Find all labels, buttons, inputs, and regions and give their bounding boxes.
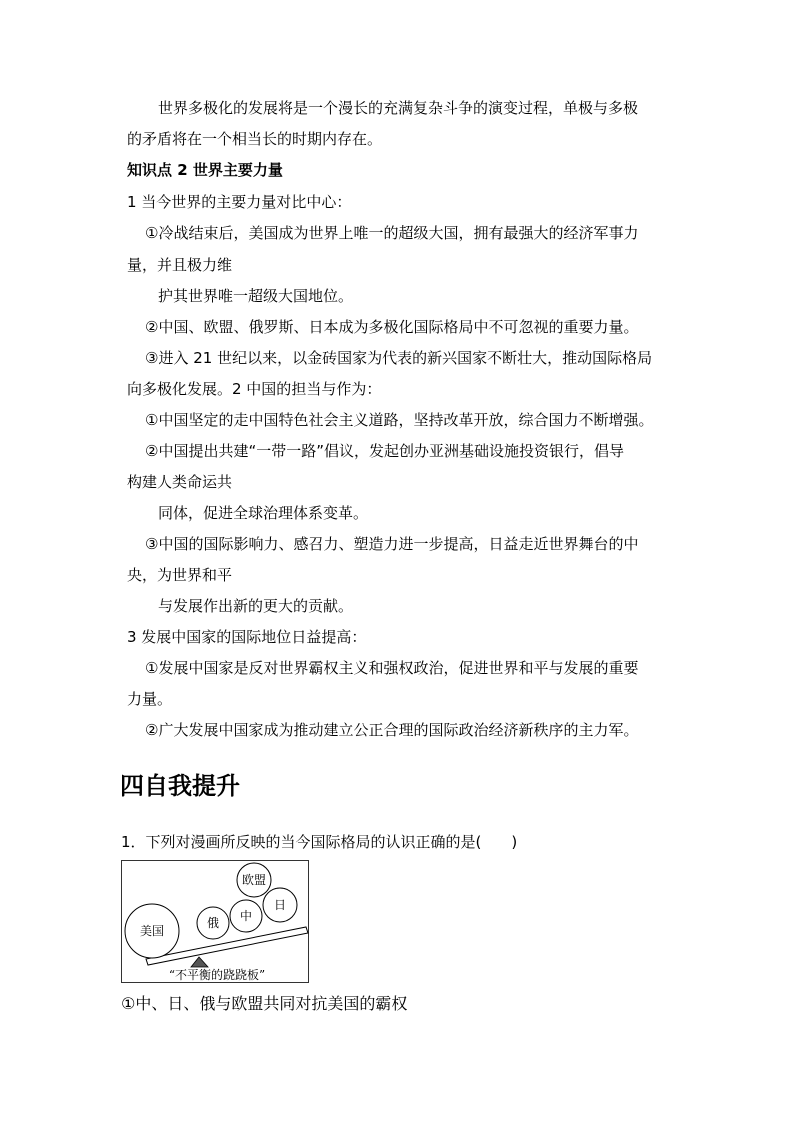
body-line: ①冷战结束后，美国成为世界上唯一的超级大国，拥有最强大的经济军事力 bbox=[145, 224, 639, 242]
body-line: 构建人类命运共 bbox=[127, 473, 233, 491]
body-line: 世界多极化的发展将是一个漫长的充满复杂斗争的演变过程，单极与多极 bbox=[158, 99, 639, 117]
body-line: ③进入 21 世纪以来，以金砖国家为代表的新兴国家不断壮大，推动国际格局 bbox=[145, 349, 653, 367]
body-line: 的矛盾将在一个相当长的时期内存在。 bbox=[127, 130, 383, 148]
body-line: ②广大发展中国家成为推动建立公正合理的国际政治经济新秩序的主力军。 bbox=[145, 721, 639, 739]
eu-label: 欧盟 bbox=[241, 873, 267, 887]
body-line: 1 当今世界的主要力量对比中心： bbox=[127, 193, 352, 211]
section-heading: 四自我提升 bbox=[120, 772, 240, 800]
answer-option-1: ①中、日、俄与欧盟共同对抗美国的霸权 bbox=[121, 994, 408, 1013]
body-line: ①发展中国家是反对世界霸权主义和强权政治，促进世界和平与发展的重要 bbox=[145, 659, 639, 677]
seesaw-cartoon bbox=[121, 860, 309, 983]
body-line: 3 发展中国家的国际地位日益提高： bbox=[127, 628, 367, 646]
japan-label: 日 bbox=[273, 898, 287, 912]
body-line: ②中国提出共建“一带一路”倡议，发起创办亚洲基础设施投资银行，倡导 bbox=[145, 442, 624, 460]
fulcrum-triangle bbox=[191, 957, 208, 967]
seesaw-drawing bbox=[122, 861, 310, 984]
body-line: ①中国坚定的走中国特色社会主义道路，坚持改革开放，综合国力不断增强。 bbox=[145, 411, 654, 429]
cartoon-caption: “不平衡的跷跷板” bbox=[168, 968, 266, 982]
body-line: 与发展作出新的更大的贡献。 bbox=[158, 597, 354, 615]
body-line: ②中国、欧盟、俄罗斯、日本成为多极化国际格局中不可忽视的重要力量。 bbox=[145, 318, 639, 336]
body-line: 护其世界唯一超级大国地位。 bbox=[158, 287, 354, 305]
question-text: 1．下列对漫画所反映的当今国际格局的认识正确的是( ) bbox=[121, 833, 518, 851]
body-line: 向多极化发展。2 中国的担当与作为： bbox=[127, 380, 382, 398]
russia-label: 俄 bbox=[206, 916, 220, 930]
usa-label: 美国 bbox=[139, 924, 165, 938]
body-line: 力量。 bbox=[127, 690, 173, 708]
knowledge-point-heading: 知识点 2 世界主要力量 bbox=[127, 161, 283, 179]
body-line: 量，并且极力维 bbox=[127, 256, 233, 274]
china-label: 中 bbox=[239, 909, 253, 923]
body-line: 央，为世界和平 bbox=[127, 566, 233, 584]
body-line: 同体，促进全球治理体系变革。 bbox=[158, 504, 369, 522]
body-line: ③中国的国际影响力、感召力、塑造力进一步提高，日益走近世界舞台的中 bbox=[145, 535, 639, 553]
